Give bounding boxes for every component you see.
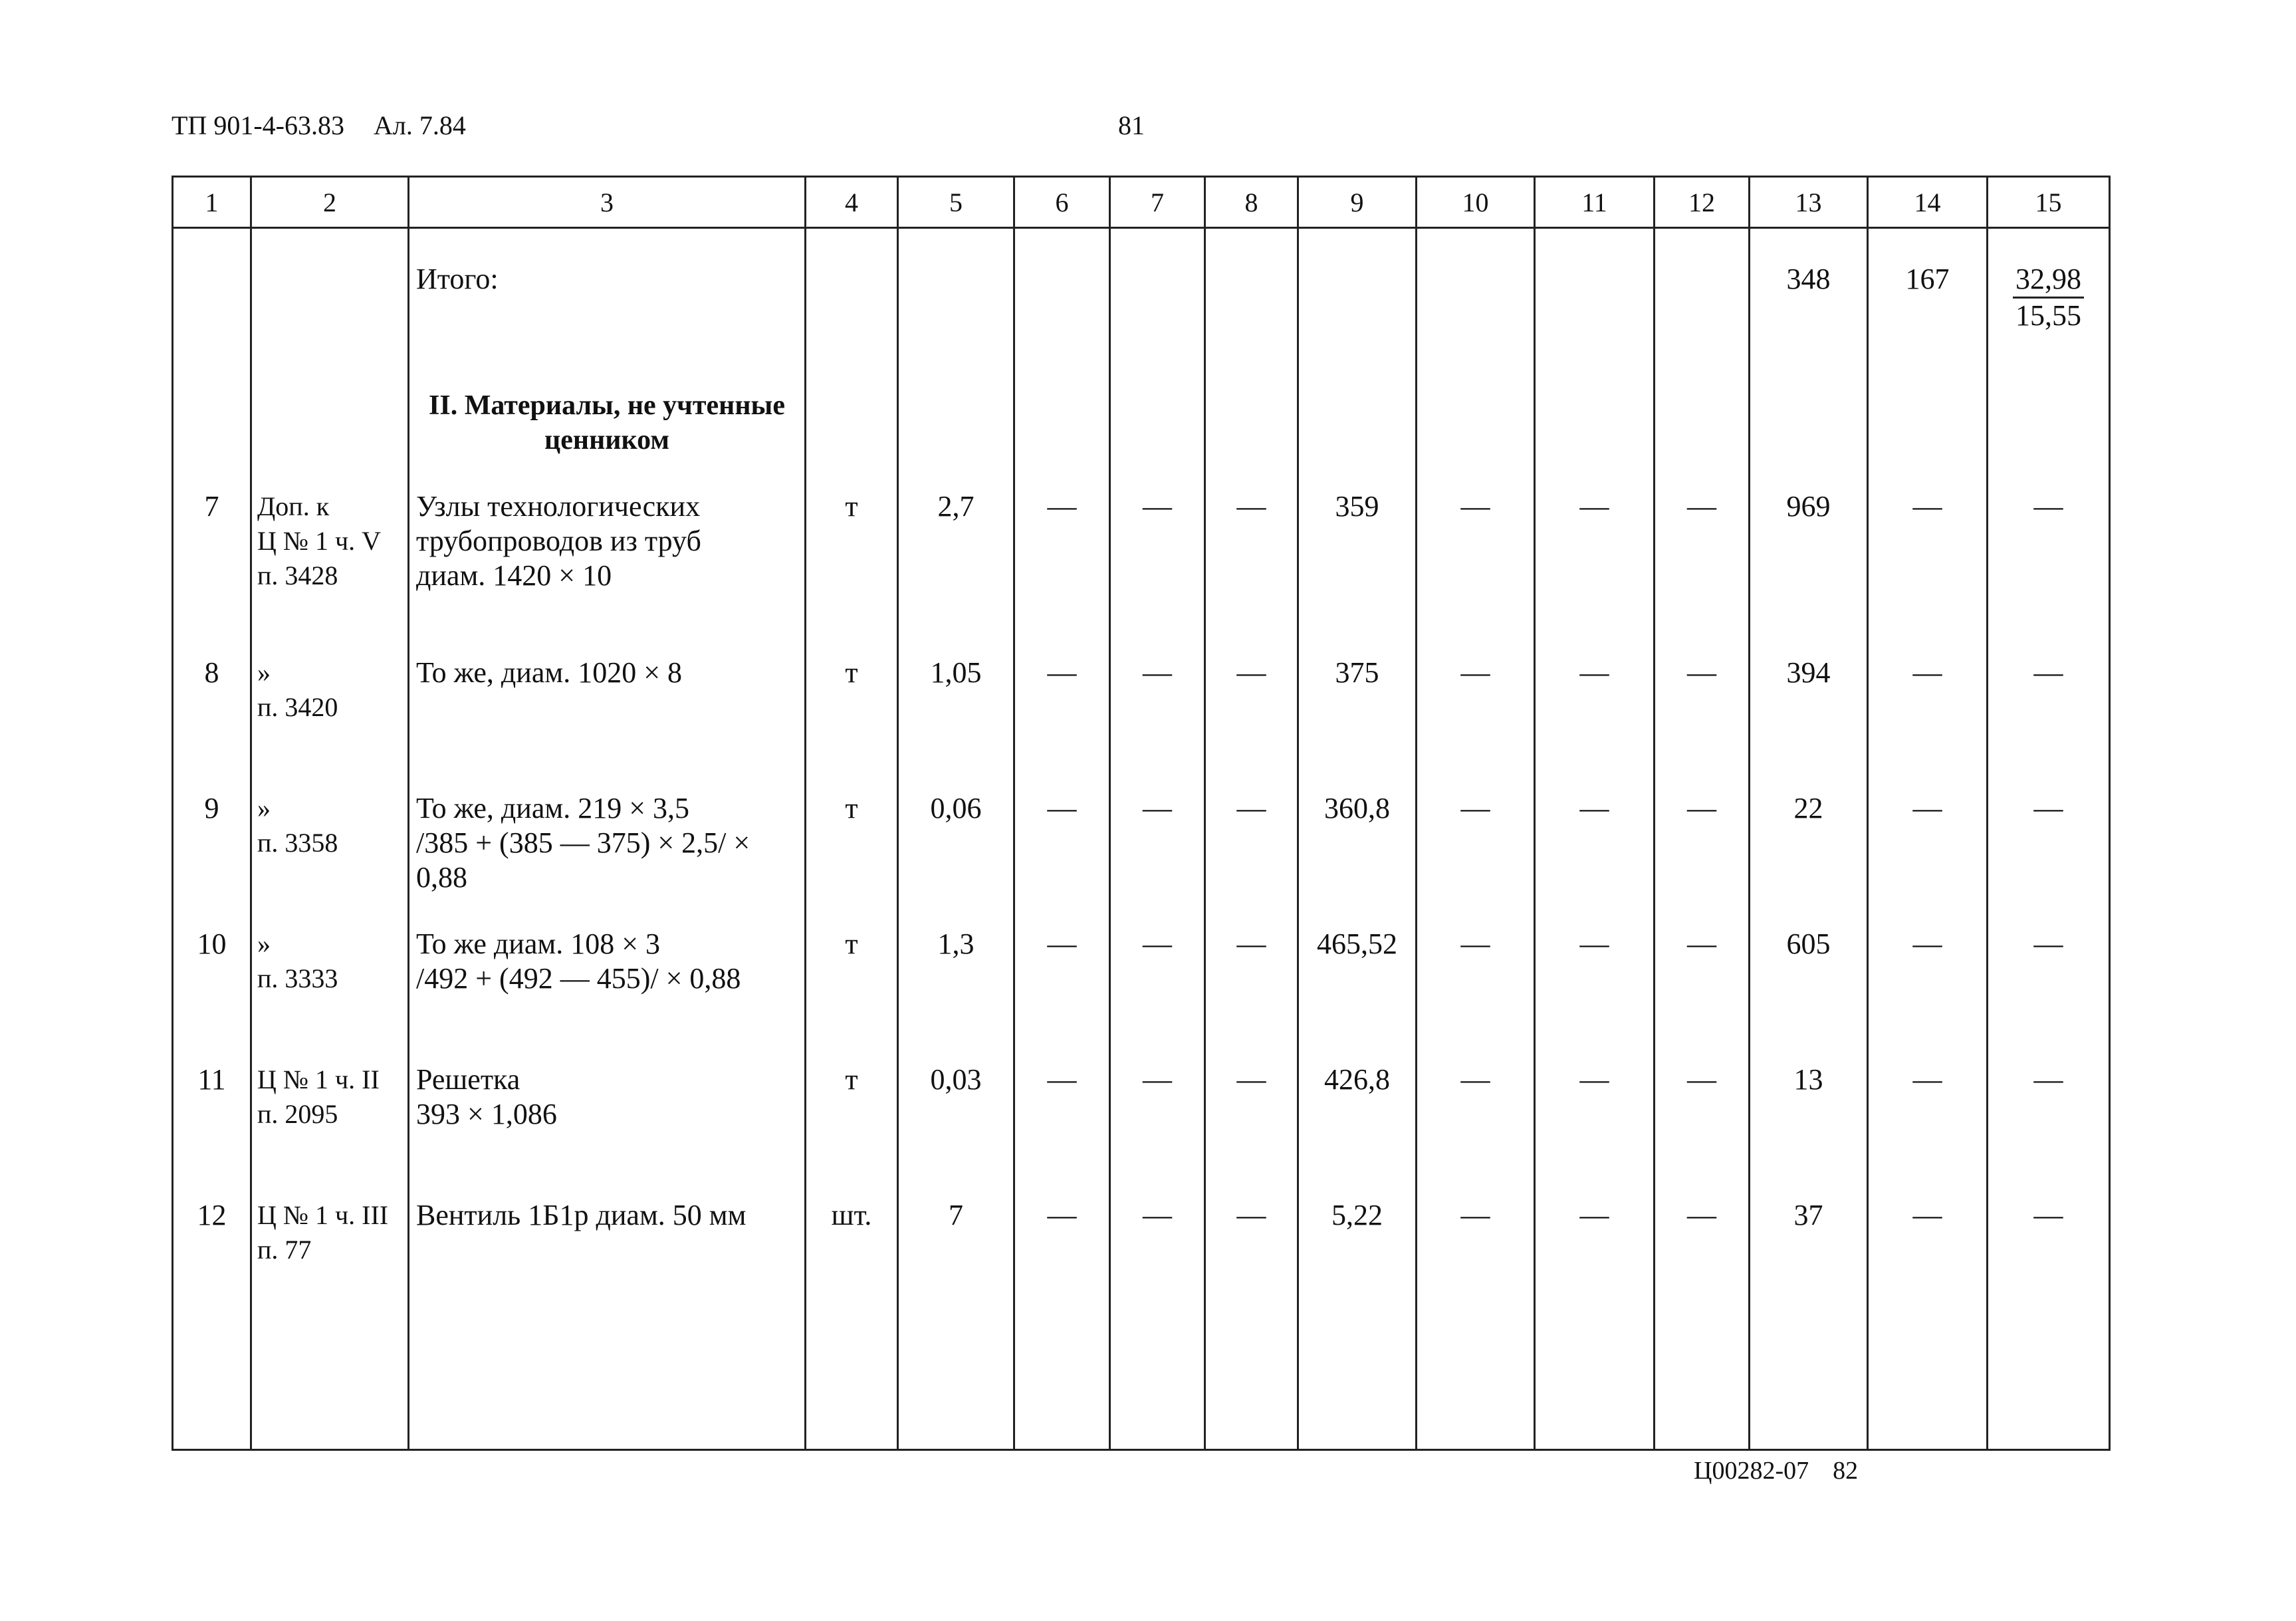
description-cell (409, 475, 806, 641)
footer-code: Ц00282-07 (1694, 1457, 1809, 1485)
cell-col-4: т (806, 912, 898, 1048)
cell-col-7: — (1110, 1048, 1205, 1184)
cell-col-13: 969 (1750, 475, 1868, 641)
cell-col-1: 9 (173, 777, 251, 912)
reference-line: п. 3428 (257, 561, 338, 590)
cell-col-13: 37 (1750, 1184, 1868, 1449)
column-number-12: 12 (1655, 177, 1750, 228)
reference-cell (251, 912, 409, 1048)
description-line: То же, диам. 219 × 3,5 (416, 792, 690, 824)
cell-col-5: 1,3 (898, 912, 1014, 1048)
cell-col-13: 13 (1750, 1048, 1868, 1184)
cell-col-11: — (1535, 475, 1655, 641)
cell-col-9: 359 (1298, 475, 1417, 641)
cell-col-4: т (806, 1048, 898, 1184)
cell-col-1: 10 (173, 912, 251, 1048)
cell-col-4: т (806, 777, 898, 912)
cell-col-5: 0,03 (898, 1048, 1014, 1184)
cell-col-11: — (1535, 1048, 1655, 1184)
cell-col-5: 0,06 (898, 777, 1014, 912)
reference-line: » (257, 929, 271, 959)
cell-col-12: — (1655, 475, 1750, 641)
total-c15-fraction (2013, 262, 2084, 333)
description-line: трубопроводов из труб (416, 525, 701, 557)
total-c2 (251, 228, 409, 389)
description-cell (409, 1048, 806, 1184)
description-cell (409, 912, 806, 1048)
cell-col-10: — (1417, 1048, 1535, 1184)
cell-col-8: — (1205, 777, 1298, 912)
footer-page: 82 (1833, 1457, 1859, 1485)
cell-col-10: — (1417, 641, 1535, 777)
cell-col-15: — (1988, 1048, 2110, 1184)
column-number-13: 13 (1750, 177, 1868, 228)
cell-col-6: — (1014, 912, 1110, 1048)
cell-col-6: — (1014, 1048, 1110, 1184)
reference-cell (251, 641, 409, 777)
description-cell (409, 641, 806, 777)
column-number-1: 1 (173, 177, 251, 228)
description-line: диам. 1420 × 10 (416, 559, 612, 592)
cell-col-10: — (1417, 912, 1535, 1048)
description-line: 393 × 1,086 (416, 1098, 557, 1130)
cell-col-12: — (1655, 912, 1750, 1048)
cell-col-12: — (1655, 1048, 1750, 1184)
cell-col-14: — (1868, 475, 1988, 641)
table-row (173, 912, 2110, 1048)
reference-line: » (257, 658, 271, 687)
reference-line: п. 2095 (257, 1099, 338, 1129)
cell-col-12: — (1655, 1184, 1750, 1449)
cell-col-9: 375 (1298, 641, 1417, 777)
reference-cell (251, 1048, 409, 1184)
cell-col-14: — (1868, 777, 1988, 912)
cell-col-14: — (1868, 641, 1988, 777)
column-number-6: 6 (1014, 177, 1110, 228)
cell-col-10: — (1417, 475, 1535, 641)
cell-col-8: — (1205, 1048, 1298, 1184)
total-c15-numerator: 32,98 (2013, 262, 2084, 299)
document-header (172, 110, 466, 141)
cell-col-8: — (1205, 641, 1298, 777)
column-number-15: 15 (1988, 177, 2110, 228)
cell-col-1: 7 (173, 475, 251, 641)
section-title: II. Материалы, не учтенные ценником (409, 388, 806, 475)
table-row (173, 1048, 2110, 1184)
cell-col-1: 12 (173, 1184, 251, 1449)
reference-cell (251, 1184, 409, 1449)
cell-col-11: — (1535, 641, 1655, 777)
reference-line: Ц № 1 ч. II (257, 1064, 380, 1094)
reference-line: Ц № 1 ч. V (257, 526, 382, 556)
cell-col-8: — (1205, 912, 1298, 1048)
cell-col-12: — (1655, 641, 1750, 777)
cell-col-7: — (1110, 641, 1205, 777)
cell-col-7: — (1110, 777, 1205, 912)
total-c13: 348 (1750, 228, 1868, 389)
cell-col-5: 2,7 (898, 475, 1014, 641)
cell-col-10: — (1417, 1184, 1535, 1449)
cell-col-6: — (1014, 777, 1110, 912)
description-line: /492 + (492 — 455)/ × 0,88 (416, 962, 741, 995)
column-number-9: 9 (1298, 177, 1417, 228)
column-number-11: 11 (1535, 177, 1655, 228)
total-c14: 167 (1868, 228, 1988, 389)
total-c15-denominator: 15,55 (2015, 299, 2081, 332)
cell-col-14: — (1868, 1184, 1988, 1449)
cell-col-6: — (1014, 641, 1110, 777)
cell-col-9: 5,22 (1298, 1184, 1417, 1449)
reference-cell (251, 475, 409, 641)
doc-code: ТП 901-4-63.83 (172, 110, 344, 140)
cell-col-13: 605 (1750, 912, 1868, 1048)
cell-col-9: 360,8 (1298, 777, 1417, 912)
cell-col-15: — (1988, 475, 2110, 641)
description-line: То же диам. 108 × 3 (416, 928, 661, 960)
cell-col-15: — (1988, 912, 2110, 1048)
cell-col-9: 426,8 (1298, 1048, 1417, 1184)
cell-col-7: — (1110, 912, 1205, 1048)
cell-col-12: — (1655, 777, 1750, 912)
cell-col-8: — (1205, 1184, 1298, 1449)
cell-col-6: — (1014, 1184, 1110, 1449)
table-row (173, 1184, 2110, 1449)
table-row (173, 641, 2110, 777)
column-number-7: 7 (1110, 177, 1205, 228)
cell-col-4: т (806, 641, 898, 777)
description-line: Вентиль 1Б1р диам. 50 мм (416, 1199, 746, 1231)
total-label: Итого: (409, 228, 806, 389)
reference-line: Ц № 1 ч. III (257, 1200, 389, 1230)
description-line: То же, диам. 1020 × 8 (416, 656, 683, 689)
cell-col-5: 7 (898, 1184, 1014, 1449)
column-number-row (173, 177, 2110, 228)
album-number: Ал. 7.84 (373, 110, 466, 140)
total-c1 (173, 228, 251, 389)
reference-line: Доп. к (257, 491, 330, 521)
column-number-8: 8 (1205, 177, 1298, 228)
column-number-3: 3 (409, 177, 806, 228)
reference-line: п. 77 (257, 1235, 312, 1265)
cell-col-7: — (1110, 475, 1205, 641)
cell-col-13: 22 (1750, 777, 1868, 912)
description-cell (409, 1184, 806, 1449)
total-c15 (1988, 228, 2110, 389)
reference-line: п. 3420 (257, 692, 338, 722)
page-number: 81 (1118, 110, 1145, 140)
table-row (173, 777, 2110, 912)
description-line: Решетка (416, 1063, 520, 1096)
section-row (173, 388, 2110, 475)
reference-line: » (257, 793, 271, 823)
column-number-14: 14 (1868, 177, 1988, 228)
document-footer (1694, 1456, 1858, 1485)
total-row (173, 228, 2110, 389)
cell-col-11: — (1535, 777, 1655, 912)
cell-col-11: — (1535, 912, 1655, 1048)
cell-col-1: 8 (173, 641, 251, 777)
cell-col-4: т (806, 475, 898, 641)
cell-col-5: 1,05 (898, 641, 1014, 777)
column-number-4: 4 (806, 177, 898, 228)
cell-col-14: — (1868, 912, 1988, 1048)
reference-line: п. 3333 (257, 963, 338, 993)
cell-col-15: — (1988, 1184, 2110, 1449)
cell-col-14: — (1868, 1048, 1988, 1184)
column-number-5: 5 (898, 177, 1014, 228)
column-number-10: 10 (1417, 177, 1535, 228)
cell-col-6: — (1014, 475, 1110, 641)
column-number-2: 2 (251, 177, 409, 228)
cell-col-8: — (1205, 475, 1298, 641)
table-row (173, 475, 2110, 641)
cell-col-1: 11 (173, 1048, 251, 1184)
cell-col-11: — (1535, 1184, 1655, 1449)
cell-col-4: шт. (806, 1184, 898, 1449)
cell-col-15: — (1988, 777, 2110, 912)
cell-col-13: 394 (1750, 641, 1868, 777)
estimate-table (172, 176, 2111, 1451)
cell-col-7: — (1110, 1184, 1205, 1449)
cell-col-10: — (1417, 777, 1535, 912)
description-line: /385 + (385 — 375) × 2,5/ × 0,88 (416, 826, 750, 894)
reference-line: п. 3358 (257, 828, 338, 858)
cell-col-9: 465,52 (1298, 912, 1417, 1048)
description-cell (409, 777, 806, 912)
cell-col-15: — (1988, 641, 2110, 777)
description-line: Узлы технологических (416, 490, 701, 523)
reference-cell (251, 777, 409, 912)
